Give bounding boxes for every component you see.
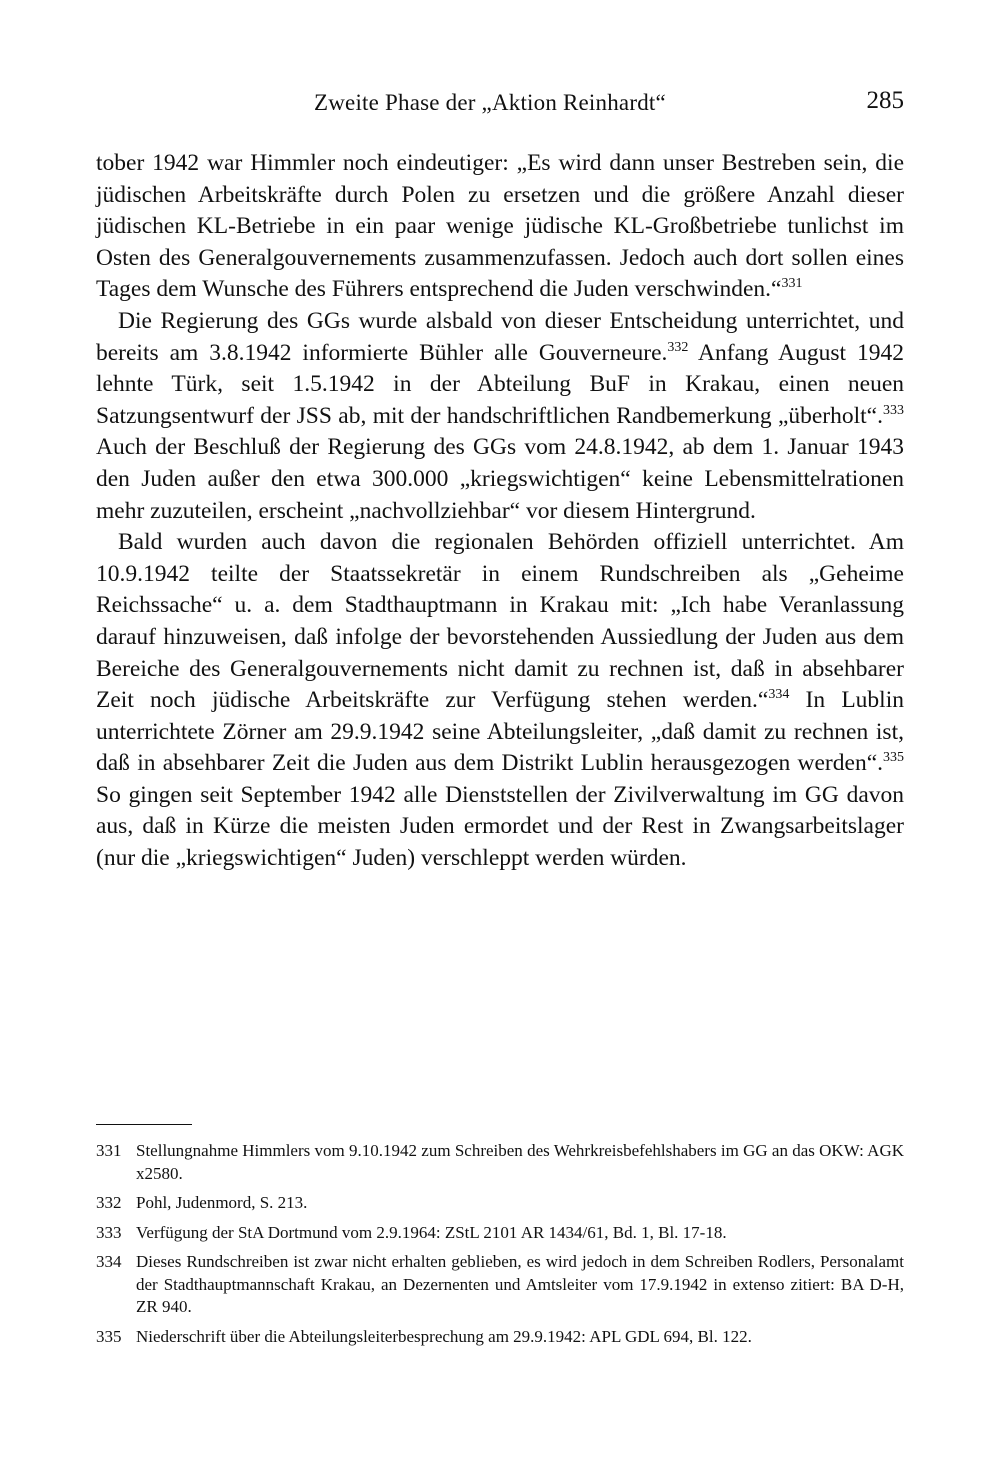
page-number: 285	[866, 87, 904, 114]
paragraph-text: Die Regierung des GGs wurde alsbald von dieser Entscheidung unterrichtet, und bereits am 3.8.1942 informierte Bühler alle Gouverneure.	[96, 307, 904, 366]
footnotes	[96, 1140, 904, 1355]
paragraph-text: tober 1942 war Himmler noch eindeutiger: „Es wird dann unser Bestreben sein, die jüdischen Arbeitskräfte durch Polen zu ersetzen und die größere Anzahl dieser jüdischen KL-Betriebe in ein paar wenige jüdische KL-Großbetriebe tunlichst im Osten des Generalgouvernements zusammenzufassen. Jedoch auch dort sollen eines Tages dem Wunsche des Führers entsprechend die Juden verschwinden.“	[96, 150, 904, 303]
body-paragraph	[96, 148, 904, 306]
footnote-reference: 334	[768, 687, 790, 703]
footnote-text: Niederschrift über die Abteilungsleiterbesprechung am 29.9.1942: APL GDL 694, Bl. 122.	[136, 1326, 752, 1346]
body-paragraph	[96, 527, 904, 875]
footnote-number: 331	[96, 1141, 122, 1160]
footnote-reference: 332	[667, 339, 689, 355]
footnote-number: 332	[96, 1193, 122, 1212]
footnote-number: 334	[96, 1252, 122, 1271]
footnote-reference: 333	[883, 402, 904, 418]
footnote	[96, 1222, 904, 1245]
footnote-number: 333	[96, 1222, 122, 1242]
footnote-number: 335	[96, 1326, 122, 1346]
paragraph-text: In Lublin unterrichtete Zörner am 29.9.1942 seine Abteilungsleiter, „daß damit zu rechnen ist, daß in absehbarer Zeit die Juden aus dem Distrikt Lublin herausgezogen werden“.	[96, 687, 904, 777]
footnote-reference: 335	[883, 750, 904, 766]
footnote-text: Dieses Rundschreiben ist zwar nicht erhalten geblieben, es wird jedoch in dem Schreiben Rodlers, Personalamt der Stadthauptmannschaft Krakau, an Dezernenten und Amtsleiter vom 17.9.1942 in extenso zitiert: BA D-H, ZR 940.	[136, 1252, 904, 1316]
footnote	[96, 1251, 904, 1319]
footnote-reference: 331	[781, 276, 803, 292]
footnote	[96, 1326, 904, 1349]
paragraph-text: Auch der Beschluß der Regierung des GGs vom 24.8.1942, ab dem 1. Januar 1943 den Juden außer den etwa 300.000 „kriegswichtigen“ keine Lebensmittelrationen mehr zuzuteilen, erscheint „nachvollziehbar“ vor diesem Hintergrund.	[96, 434, 904, 524]
footnote	[96, 1192, 904, 1215]
running-title: Zweite Phase der „Aktion Reinhardt“	[314, 90, 666, 115]
footnote-separator	[96, 1124, 192, 1125]
body-text	[96, 148, 904, 875]
footnote	[96, 1140, 904, 1185]
body-paragraph	[96, 306, 904, 527]
paragraph-text: Anfang August 1942 lehnte Türk, seit 1.5.1942 in der Abteilung BuF in Krakau, einen neuen Satzungsentwurf der JSS ab, mit der handschriftlichen Randbemerkung „überholt“.	[96, 339, 904, 429]
paragraph-text: Bald wurden auch davon die regionalen Behörden offiziell unterrichtet. Am 10.9.1942 teilte der Staatssekretär in einem Rundschreiben als „Geheime Reichssache“ u. a. dem Stadthauptmann in Krakau mit: „Ich habe Veranlassung darauf hinzuweisen, daß infolge der bevorstehenden Aussiedlung der Juden aus dem Bereiche des Generalgouvernements nicht damit zu rechnen ist, daß in absehbarer Zeit noch jüdische Arbeitskräfte zur Verfügung stehen werden.“	[96, 529, 904, 714]
paragraph-text: So gingen seit September 1942 alle Dienststellen der Zivilverwaltung im GG davon aus, daß in Kürze die meisten Juden ermordet und der Rest in Zwangsarbeitslager (nur die „kriegswichtigen“ Juden) verschleppt werden würden.	[96, 781, 904, 872]
footnote-text: Pohl, Judenmord, S. 213.	[136, 1193, 308, 1212]
footnote-text: Stellungnahme Himmlers vom 9.10.1942 zum Schreiben des Wehrkreisbefehlshabers im GG an das OKW: AGK x2580.	[136, 1141, 904, 1183]
footnote-text: Verfügung der StA Dortmund vom 2.9.1964: ZStL 2101 AR 1434/61, Bd. 1, Bl. 17-18.	[136, 1222, 727, 1242]
